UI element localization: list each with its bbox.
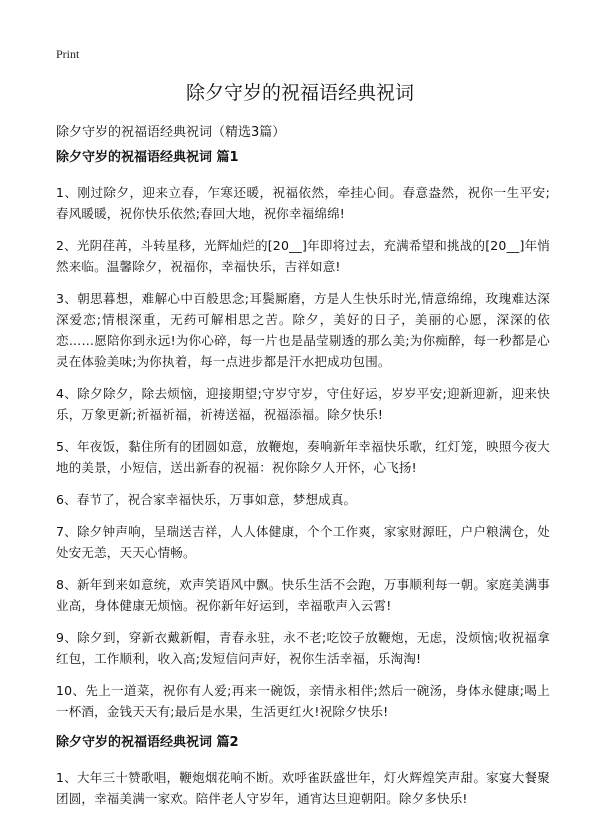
print-label: Print — [56, 47, 80, 61]
paragraph: 1、刚过除夕，迎来立春，乍寒还暖，祝福依然，牵挂心间。春意盎然，祝你一生平安;春风暖暖，祝你快乐依然;春回大地，祝你幸福绵绵! — [56, 185, 550, 221]
paragraph: 10、先上一道菜，祝你有人爱;再来一碗饭，亲情永相伴;然后一碗汤，身体永健康;喝上一杯酒，金钱天天有;最后是水果，生活更红火!祝除夕快乐! — [56, 683, 550, 719]
paragraph: 1、大年三十赞歌唱，鞭炮烟花响不断。欢呼雀跃盛世年，灯火辉煌笑声甜。家宴大餐聚团圆，幸福美满一家欢。陪伴老人守岁年，通宵达旦迎朝阳。除夕多快乐! — [56, 770, 550, 806]
document-subtitle: 除夕守岁的祝福语经典祝词（精选3篇） — [56, 125, 286, 140]
paragraph: 7、除夕钟声响，呈瑞送吉祥，人人体健康，个个工作爽，家家财源旺，户户粮满仓，处处安无恙，天天心情畅。 — [56, 524, 550, 560]
paragraph: 9、除夕到，穿新衣戴新帽，青春永驻，永不老;吃饺子放鞭炮，无虑，没烦恼;收祝福拿红包，工作顺利，收入高;发短信问声好，祝你生活幸福，乐淘淘! — [56, 630, 550, 666]
paragraph: 6、春节了，祝合家幸福快乐，万事如意，梦想成真。 — [56, 492, 357, 507]
document-body — [56, 148, 550, 820]
section-heading: 除夕守岁的祝福语经典祝词 篇1 — [56, 150, 239, 165]
paragraph: 2、光阴荏苒，斗转星移，光辉灿烂的[20__]年即将过去，充满希望和挑战的[20__]年悄然来临。温馨除夕，祝福你，幸福快乐，吉祥如意! — [56, 238, 550, 274]
paragraph: 8、新年到来如意统，欢声笑语风中飘。快乐生活不会跑，万事顺利每一朝。家庭美满事业高，身体健康无烦恼。祝你新年好运到，幸福歌声入云霄! — [56, 577, 550, 613]
section-heading: 除夕守岁的祝福语经典祝词 篇2 — [56, 735, 239, 750]
page-title: 除夕守岁的祝福语经典祝词 — [185, 82, 414, 104]
section-2 — [56, 733, 550, 809]
paragraph: 5、年夜饭，黏住所有的团圆如意，放鞭炮，奏响新年幸福快乐歌，红灯笼，映照今夜大地的美景，小短信，送出新春的祝福：祝你除夕人开怀，心飞扬! — [56, 439, 550, 475]
paragraph: 3、朝思暮想，难解心中百般思念;耳鬓厮磨，方是人生快乐时光,情意绵绵，玫瑰难达深深爱恋;情根深重，无药可解相思之苦。除夕，美好的日子，美丽的心愿，深深的依恋……愿陪你到永远!为你心碎，每一片也是晶莹剔透的那么美;为你痴醉，每一秒都是心灵在体验美味;为你执着，每一点进步都是汗水把成功包围。 — [56, 291, 550, 369]
section-1 — [56, 148, 550, 722]
paragraph: 4、除夕除夕，除去烦恼，迎接期望;守岁守岁，守住好运，岁岁平安;迎新迎新，迎来快乐，万象更新;祈福祈福，祈祷送福，祝福添福。除夕快乐! — [56, 386, 550, 422]
